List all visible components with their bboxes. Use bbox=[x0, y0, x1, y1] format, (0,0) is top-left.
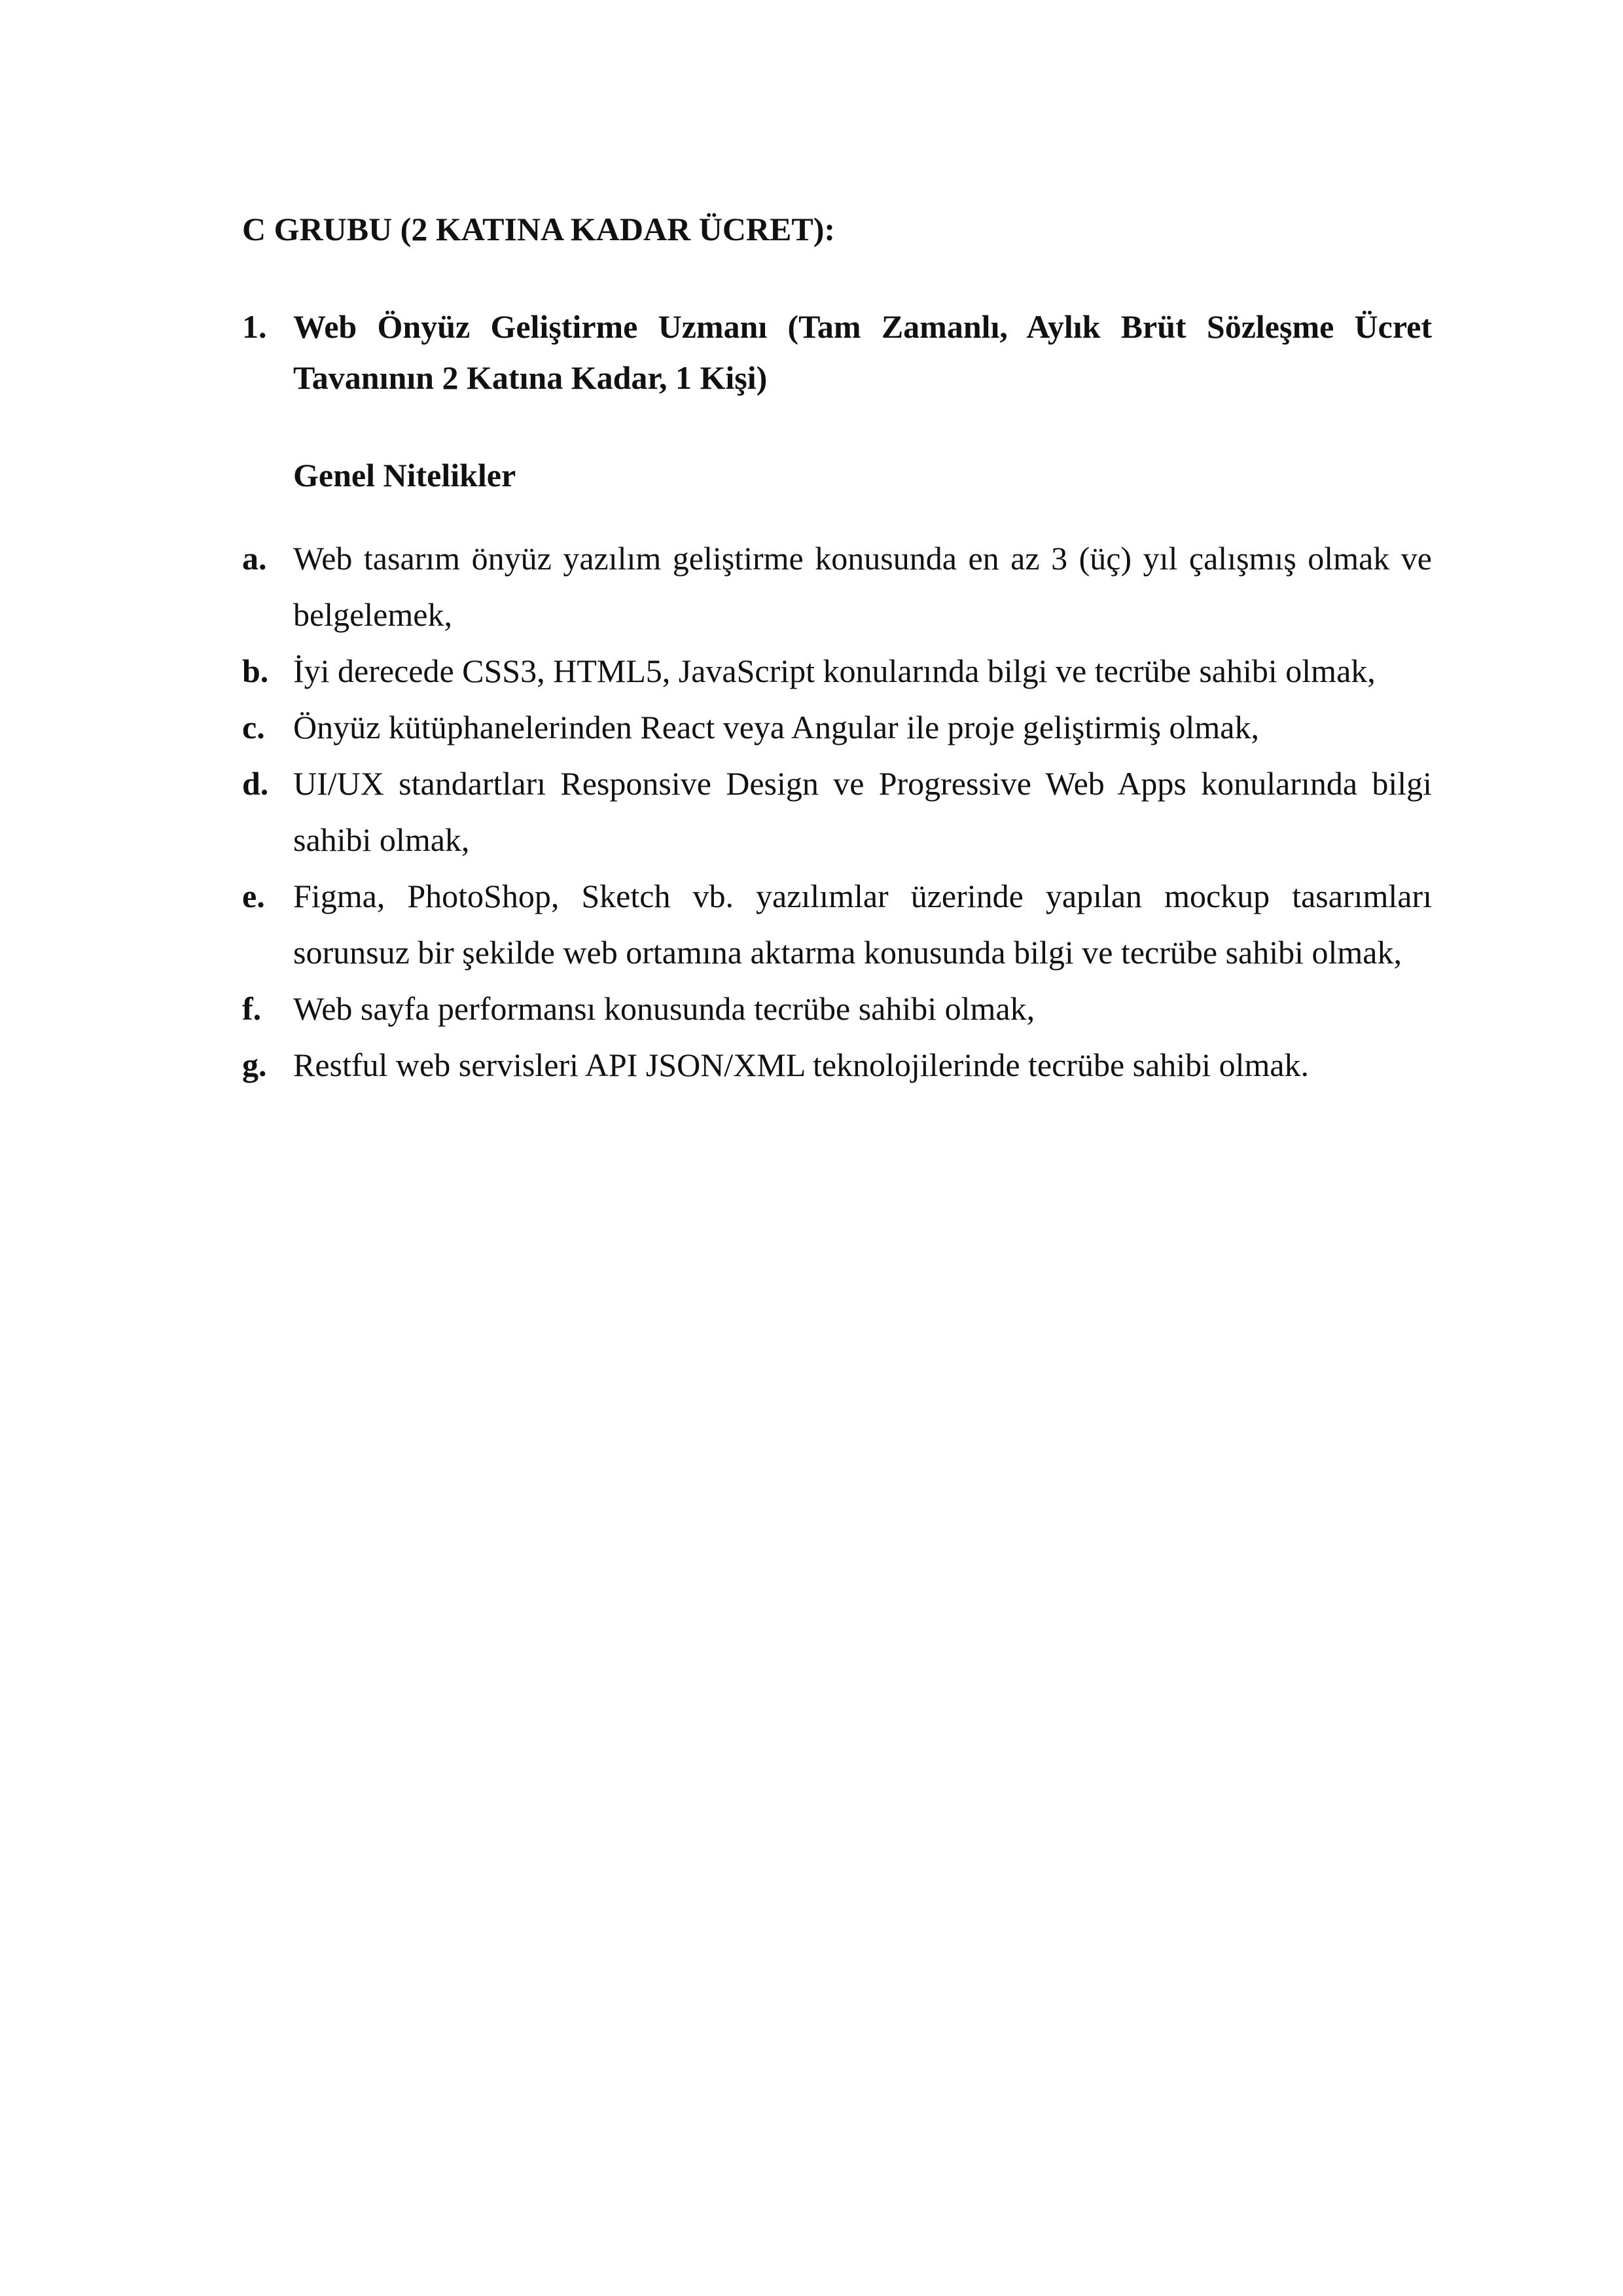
list-item bbox=[242, 699, 1432, 755]
qualifications-list bbox=[242, 530, 1432, 1093]
list-item-text: İyi derecede CSS3, HTML5, JavaScript konularında bilgi ve tecrübe sahibi olmak, bbox=[293, 653, 1376, 689]
list-item-label: c. bbox=[242, 709, 265, 745]
list-item bbox=[242, 1037, 1432, 1093]
list-item-label: b. bbox=[242, 653, 269, 689]
list-item bbox=[242, 868, 1432, 980]
list-item-label: a. bbox=[242, 540, 267, 577]
list-item-text: Figma, PhotoShop, Sketch vb. yazılımlar üzerinde yapılan mockup tasarımları sorunsuz bir şekilde web ortamına aktarma konusunda bilgi ve tecrübe sahibi olmak, bbox=[293, 878, 1432, 971]
list-item bbox=[242, 530, 1432, 643]
position-heading bbox=[242, 301, 1432, 403]
list-item-label: d. bbox=[242, 765, 269, 802]
document-page bbox=[242, 208, 1432, 1093]
list-item-label: f. bbox=[242, 990, 262, 1027]
group-title: C GRUBU (2 KATINA KADAR ÜCRET): bbox=[242, 211, 836, 247]
section-heading: Genel Nitelikler bbox=[293, 457, 516, 493]
list-item-text: Web tasarım önyüz yazılım geliştirme konusunda en az 3 (üç) yıl çalışmış olmak ve belgelemek, bbox=[293, 540, 1432, 633]
position-title: Web Önyüz Geliştirme Uzmanı (Tam Zamanlı, Aylık Brüt Sözleşme Ücret Tavanının 2 Katına Kadar, 1 Kişi) bbox=[293, 308, 1432, 396]
list-item-text: Restful web servisleri API JSON/XML teknolojilerinde tecrübe sahibi olmak. bbox=[293, 1047, 1310, 1083]
list-item-text: UI/UX standartları Responsive Design ve Progressive Web Apps konularında bilgi sahibi olmak, bbox=[293, 765, 1432, 858]
position-number: 1. bbox=[242, 308, 267, 345]
list-item-text: Önyüz kütüphanelerinden React veya Angular ile proje geliştirmiş olmak, bbox=[293, 709, 1259, 745]
list-item-label: g. bbox=[242, 1047, 267, 1083]
list-item bbox=[242, 643, 1432, 699]
list-item-text: Web sayfa performansı konusunda tecrübe sahibi olmak, bbox=[293, 990, 1035, 1027]
list-item bbox=[242, 980, 1432, 1037]
list-item bbox=[242, 755, 1432, 868]
list-item-label: e. bbox=[242, 878, 265, 914]
